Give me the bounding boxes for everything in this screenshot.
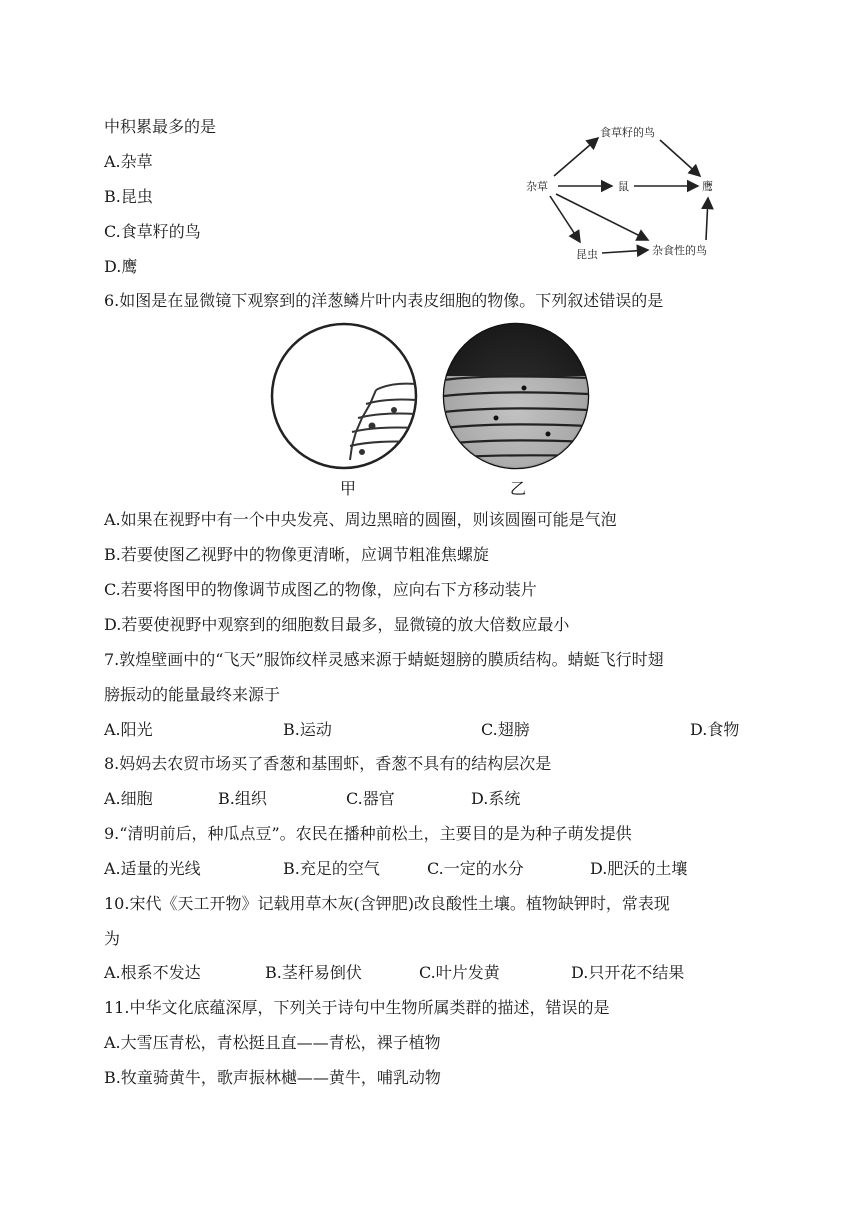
q9-option-b: B.充足的空气 xyxy=(283,859,380,878)
q10-stem-line1: 10.宋代《天工开物》记载用草木灰(含钾肥)改良酸性土壤。植物缺钾时，常表现 xyxy=(104,894,670,913)
food-web-diagram xyxy=(520,118,730,268)
node-omnivore-bird: 杂食性的鸟 xyxy=(652,244,707,257)
arrow-seedbird-eagle xyxy=(660,140,700,176)
q9-stem: 9.“清明前后，种瓜点豆”。农民在播种前松土，主要目的是为种子萌发提供 xyxy=(104,824,632,843)
view-yi xyxy=(444,324,588,471)
microscope-views-figure xyxy=(266,318,596,500)
node-weeds: 杂草 xyxy=(526,180,548,193)
q5-option-d: D.鹰 xyxy=(104,257,138,276)
node-seed-bird: 食草籽的鸟 xyxy=(600,126,655,139)
q6-stem: 6.如图是在显微镜下观察到的洋葱鳞片叶内表皮细胞的物像。下列叙述错误的是 xyxy=(104,291,664,310)
view-jia xyxy=(272,324,416,468)
q10-stem-line2: 为 xyxy=(104,929,121,948)
q7-stem-line2: 膀振动的能量最终来源于 xyxy=(104,685,281,704)
q10-option-d: D.只开花不结果 xyxy=(571,963,685,982)
q7-option-b: B.运动 xyxy=(283,720,332,739)
q6-option-b: B.若要使图乙视野中的物像更清晰，应调节粗准焦螺旋 xyxy=(104,545,489,564)
q8-option-a: A.细胞 xyxy=(104,789,153,808)
q7-stem-line1: 7.敦煌壁画中的“飞天”服饰纹样灵感来源于蜻蜓翅膀的膜质结构。蜻蜓飞行时翅 xyxy=(104,650,664,669)
q5-stem-end: 中积累最多的是 xyxy=(104,117,217,136)
label-yi: 乙 xyxy=(510,479,527,498)
q7-option-a: A.阳光 xyxy=(104,720,153,739)
q8-option-b: B.组织 xyxy=(218,789,267,808)
q8-option-c: C.器官 xyxy=(346,789,395,808)
q5-option-c: C.食草籽的鸟 xyxy=(104,222,201,241)
q8-option-d: D.系统 xyxy=(471,789,521,808)
q10-option-a: A.根系不发达 xyxy=(104,963,201,982)
q10-option-c: C.叶片发黄 xyxy=(419,963,500,982)
arrow-weeds-seedbird xyxy=(554,138,598,176)
q10-option-b: B.茎秆易倒伏 xyxy=(265,963,362,982)
q11-option-b: B.牧童骑黄牛，歌声振林樾——黄牛，哺乳动物 xyxy=(104,1068,441,1087)
q6-option-c: C.若要将图甲的物像调节成图乙的物像，应向右下方移动装片 xyxy=(104,580,537,599)
arrow-insect-omnivore xyxy=(602,250,648,253)
q5-option-a: A.杂草 xyxy=(104,152,153,171)
q11-option-a: A.大雪压青松，青松挺且直——青松，裸子植物 xyxy=(104,1033,441,1052)
q7-option-c: C.翅膀 xyxy=(481,720,530,739)
q9-option-d: D.肥沃的土壤 xyxy=(590,859,688,878)
q5-option-b: B.昆虫 xyxy=(104,187,153,206)
arrow-weeds-omnivore xyxy=(556,194,648,240)
q7-option-d: D.食物 xyxy=(690,720,740,739)
q6-option-a: A.如果在视野中有一个中央发亮、周边黑暗的圆圈，则该圆圈可能是气泡 xyxy=(104,510,617,529)
arrow-omnivore-eagle xyxy=(706,198,708,240)
q9-option-a: A.适量的光线 xyxy=(104,859,201,878)
node-eagle: 鹰 xyxy=(702,180,713,193)
node-insect: 昆虫 xyxy=(576,248,598,261)
q8-stem: 8.妈妈去农贸市场买了香葱和基围虾，香葱不具有的结构层次是 xyxy=(104,754,552,773)
q11-stem: 11.中华文化底蕴深厚，下列关于诗句中生物所属类群的描述，错误的是 xyxy=(104,998,610,1017)
node-mouse: 鼠 xyxy=(618,180,629,193)
label-jia: 甲 xyxy=(340,479,357,498)
q9-option-c: C.一定的水分 xyxy=(427,859,524,878)
q6-option-d: D.若要使视野中观察到的细胞数目最多，显微镜的放大倍数应最小 xyxy=(104,615,570,634)
